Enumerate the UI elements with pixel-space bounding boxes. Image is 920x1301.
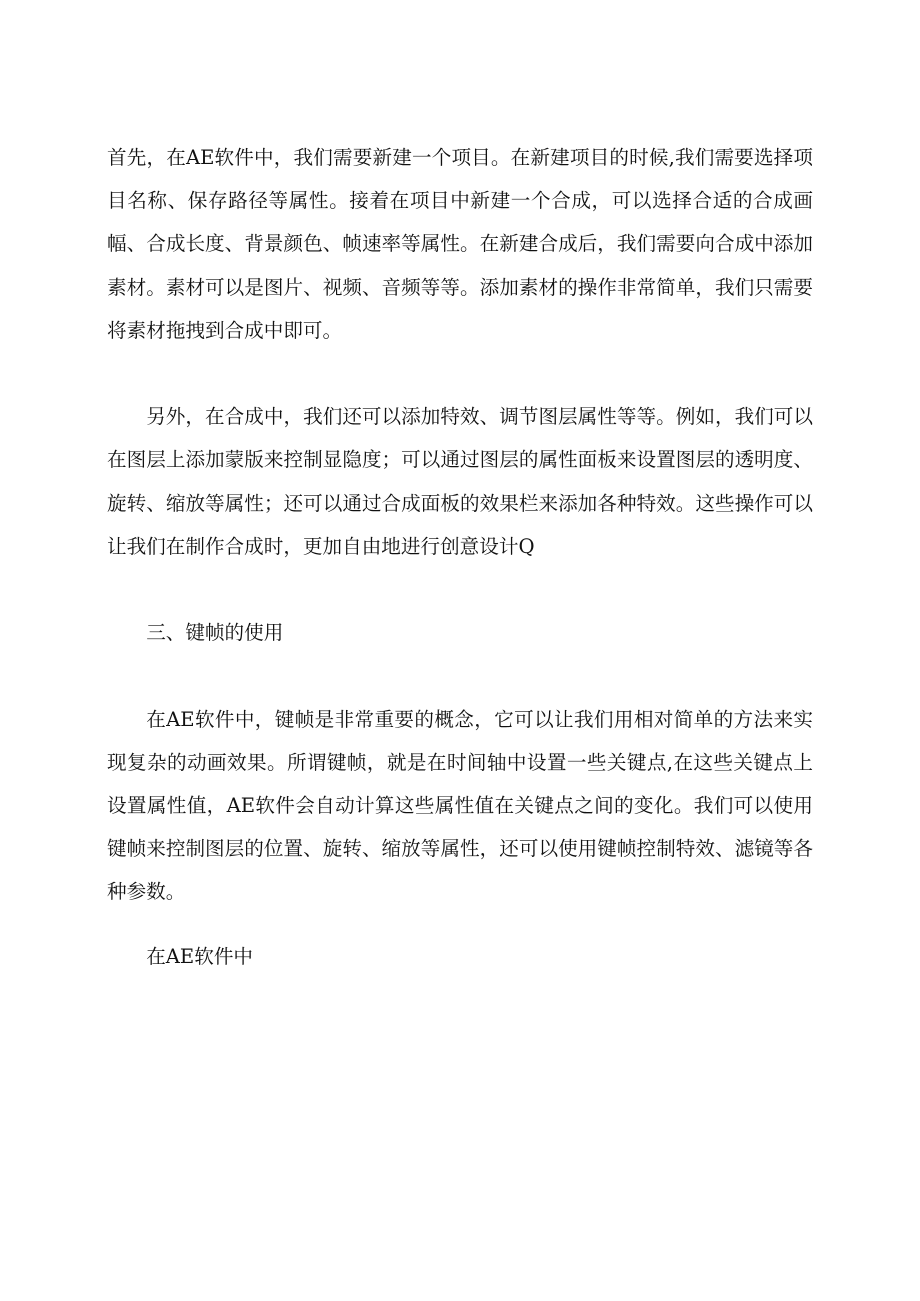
paragraph-tail: 在AE软件中 [146, 945, 254, 969]
section-heading-keyframes: 三、键帧的使用 [146, 621, 284, 645]
paragraph-project-setup: 首先，在AE软件中，我们需要新建一个项目。在新建项目的时候,我们需要选择项目名称、保存路径等属性。接着在项目中新建一个合成，可以选择合适的合成画幅、合成长度、背景颜色、帧速率等属性。在新建合成后，我们需要向合成中添加素材。素材可以是图片、视频、音频等等。添加素材的操作非常简单，我们只需要将素材拖拽到合成中即可。 [107, 146, 813, 342]
paragraph-keyframes: 在AE软件中，键帧是非常重要的概念，它可以让我们用相对简单的方法来实现复杂的动画效果。所谓键帧，就是在时间轴中设置一些关键点,在这些关键点上设置属性值，AE软件会自动计算这些属性值在关键点之间的变化。我们可以使用键帧来控制图层的位置、旋转、缩放等属性，还可以使用键帧控制特效、滤镜等各种参数。 [107, 707, 813, 904]
paragraph-effects: 另外，在合成中，我们还可以添加特效、调节图层属性等等。例如，我们可以在图层上添加蒙版来控制显隐度；可以通过图层的属性面板来设置图层的透明度、旋转、缩放等属性；还可以通过合成面板的效果栏来添加各种特效。这些操作可以让我们在制作合成时，更加自由地进行创意设计Q [107, 405, 813, 558]
document-body [107, 136, 813, 978]
